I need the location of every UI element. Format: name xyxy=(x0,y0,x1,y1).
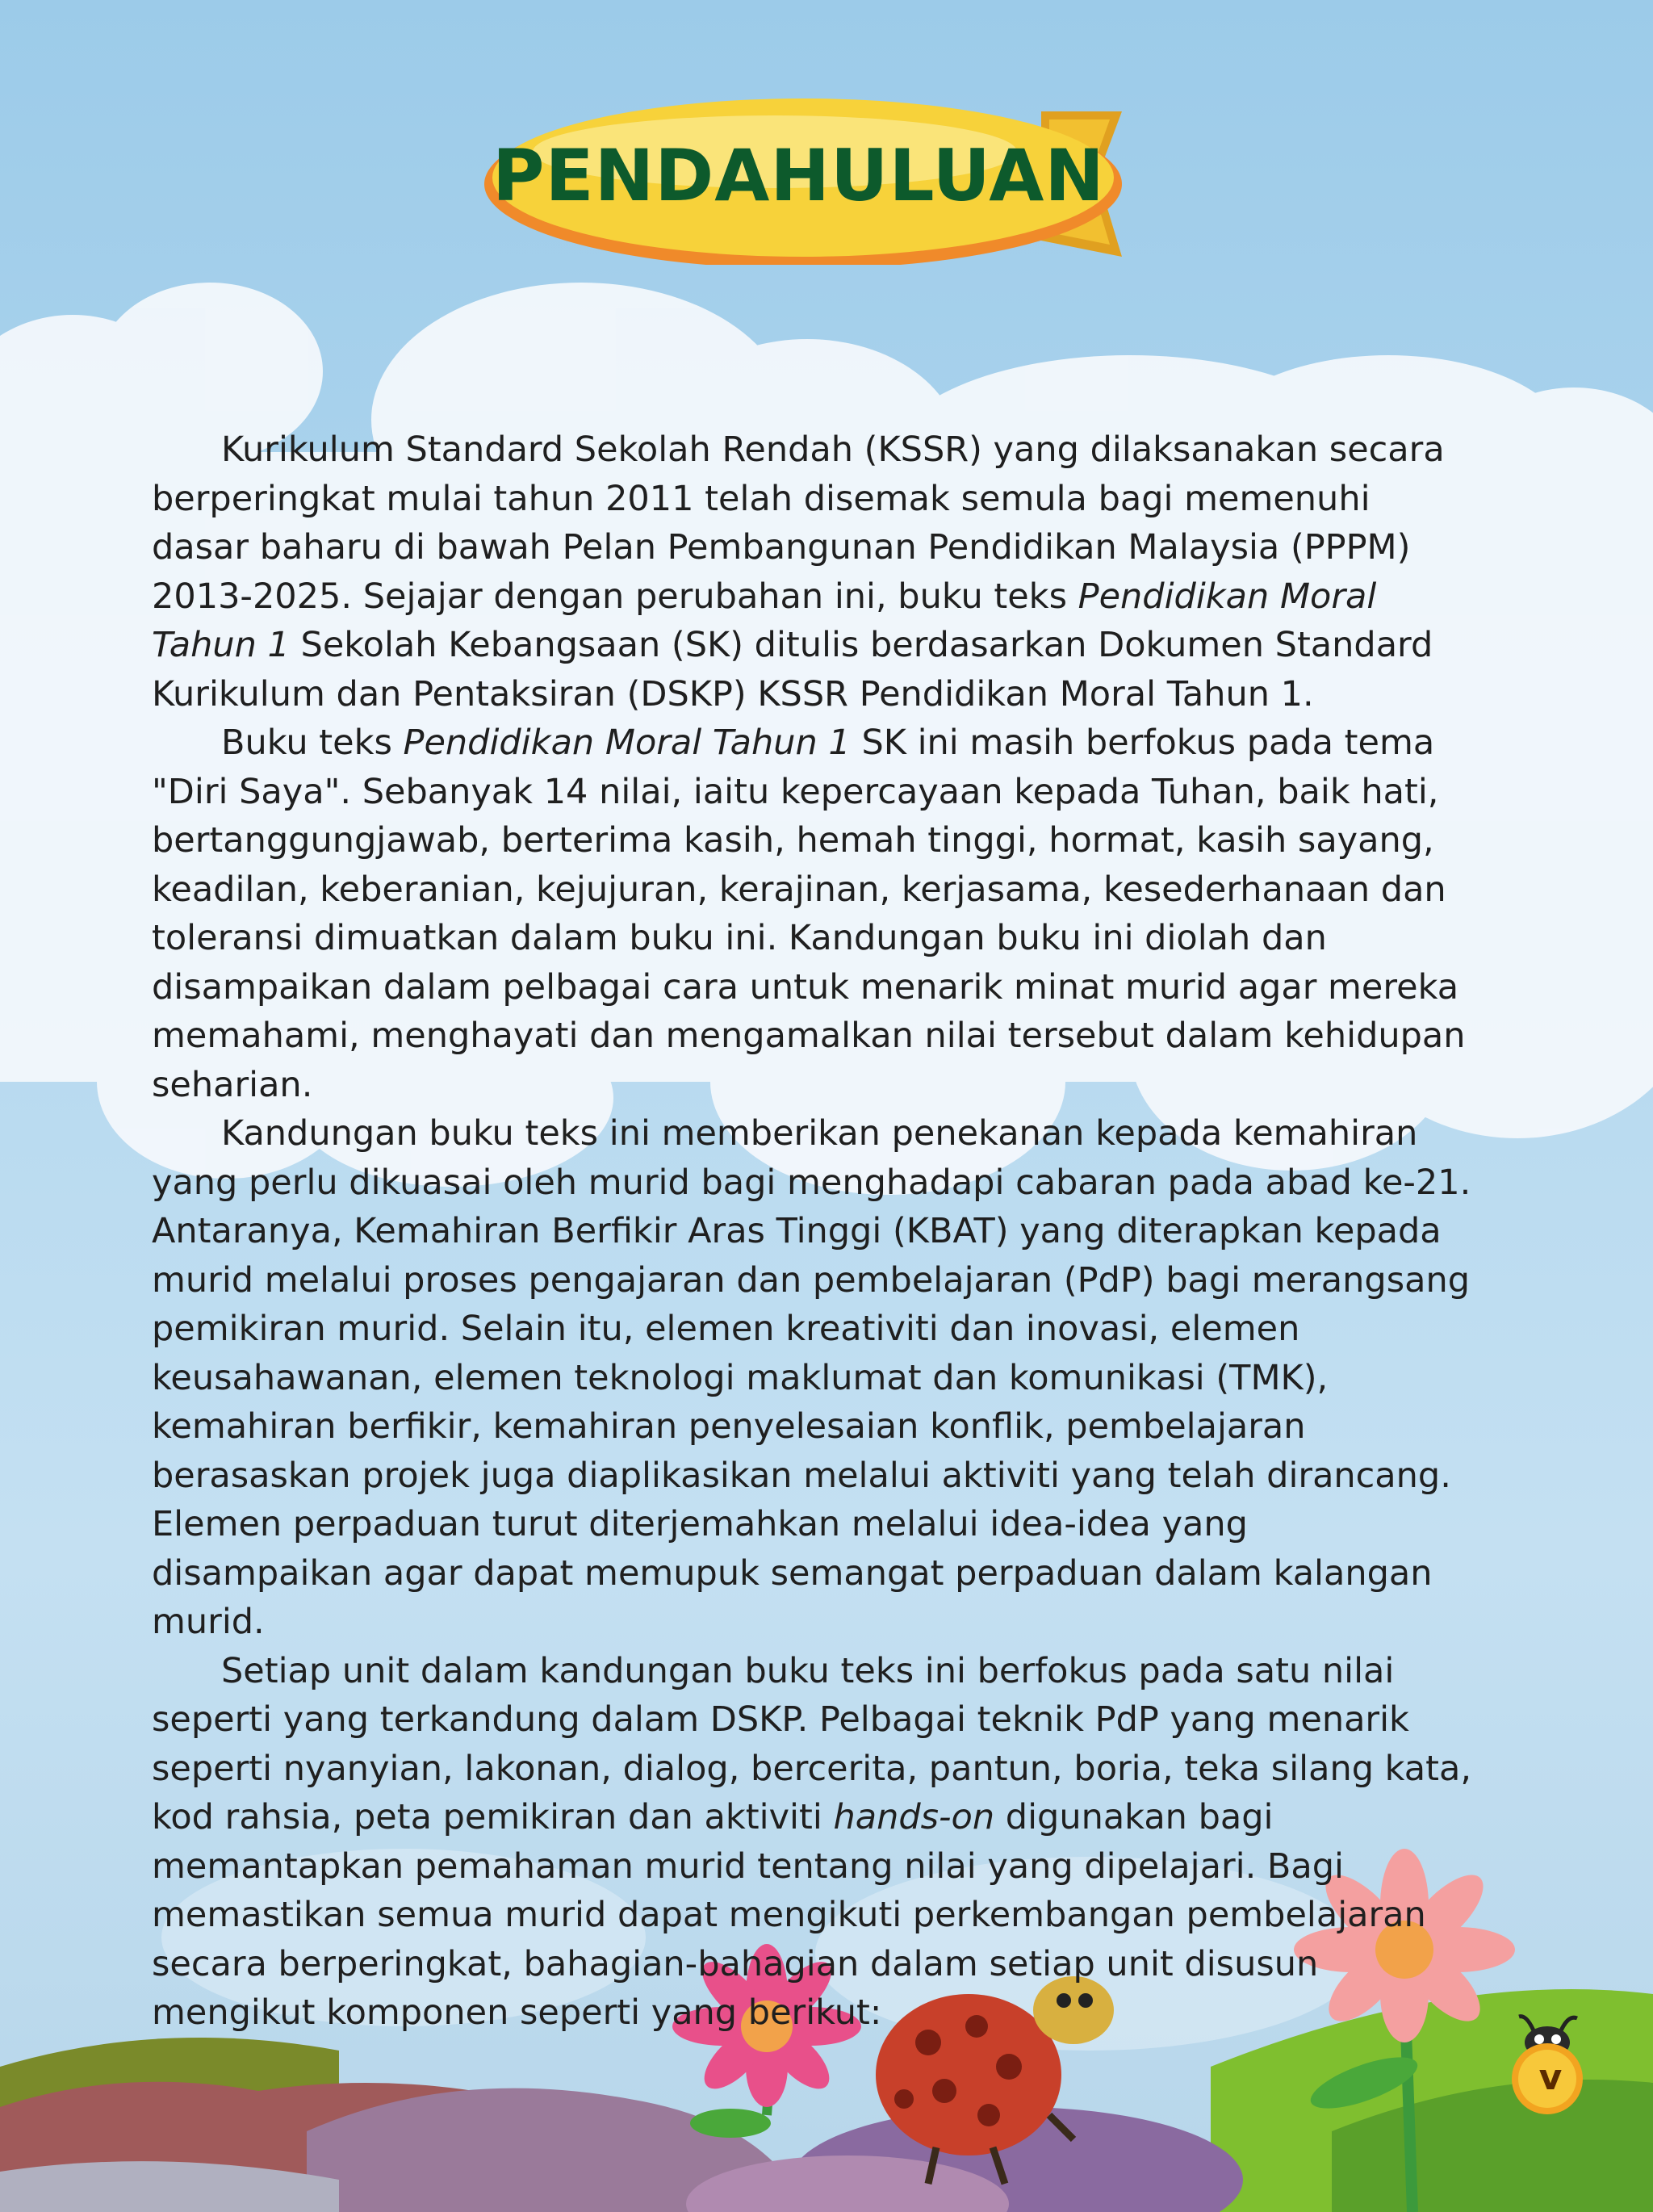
paragraph: Setiap unit dalam kandungan buku teks ini berfokus pada satu nilai seperti yang terkandung dalam DSKP. Pelbagai teknik PdP yang menarik seperti nyanyian, lakonan, dialog, bercerita, pantun, boria, teka silang kata, kod rahsia, peta pemikiran dan aktiviti hands-on digunakan bagi memantapkan pemahaman murid tentang nilai yang dipelajari. Bagi memastikan semua murid dapat mengikuti perkembangan pembelajaran secara berperingkat, bahagian-bahagian dalam setiap unit disusun mengikut komponen seperti yang berikut: xyxy=(152,1650,1472,2033)
page-title: PENDAHULUAN xyxy=(492,134,1105,217)
paragraph: Kurikulum Standard Sekolah Rendah (KSSR) yang dilaksanakan secara berperingkat mulai tahun 2011 telah disemak semula bagi memenuhi dasar baharu di bawah Pelan Pembangunan Pendidikan Malaysia (PPPM) 2013-2025. Sejajar dengan perubahan ini, buku teks Pendidikan Moral Tahun 1 Sekolah Kebangsaan (SK) ditulis berdasarkan Dokumen Standard Kurikulum dan Pentaksiran (DSKP) KSSR Pendidikan Moral Tahun 1. xyxy=(152,429,1445,714)
body-text xyxy=(152,425,1475,2038)
title-banner xyxy=(484,87,1130,265)
paragraph: Buku teks Pendidikan Moral Tahun 1 SK ini masih berfokus pada tema "Diri Saya". Sebanyak 14 nilai, iaitu kepercayaan kepada Tuhan, baik hati, bertanggungjawab, berterima kasih, hemah tinggi, hormat, kasih sayang, keadilan, keberanian, kejujuran, kerajinan, kerjasama, kesederhanaan dan toleransi dimuatkan dalam buku ini. Kandungan buku ini diolah dan disampaikan dalam pelbagai cara untuk menarik minat murid agar mereka memahami, menghayati dan mengamalkan nilai tersebut dalam kehidupan seharian. xyxy=(152,723,1466,1105)
paragraph: Kandungan buku teks ini memberikan penekanan kepada kemahiran yang perlu dikuasai oleh murid bagi menghadapi cabaran pada abad ke-21. Antaranya, Kemahiran Berfikir Aras Tinggi (KBAT) yang diterapkan kepada murid melalui proses pengajaran dan pembelajaran (PdP) bagi merangsang pemikiran murid. Selain itu, elemen kreativiti dan inovasi, elemen keusahawanan, elemen teknologi maklumat dan komunikasi (TMK), kemahiran berfikir, kemahiran penyelesaian konflik, pembelajaran berasaskan projek juga diaplikasikan melalui aktiviti yang telah dirancang. Elemen perpaduan turut diterjemahkan melalui idea-idea yang disampaikan agar dapat memupuk semangat perpaduan dalam kalangan murid. xyxy=(152,1113,1471,1642)
page-number: v xyxy=(1538,2057,1563,2098)
